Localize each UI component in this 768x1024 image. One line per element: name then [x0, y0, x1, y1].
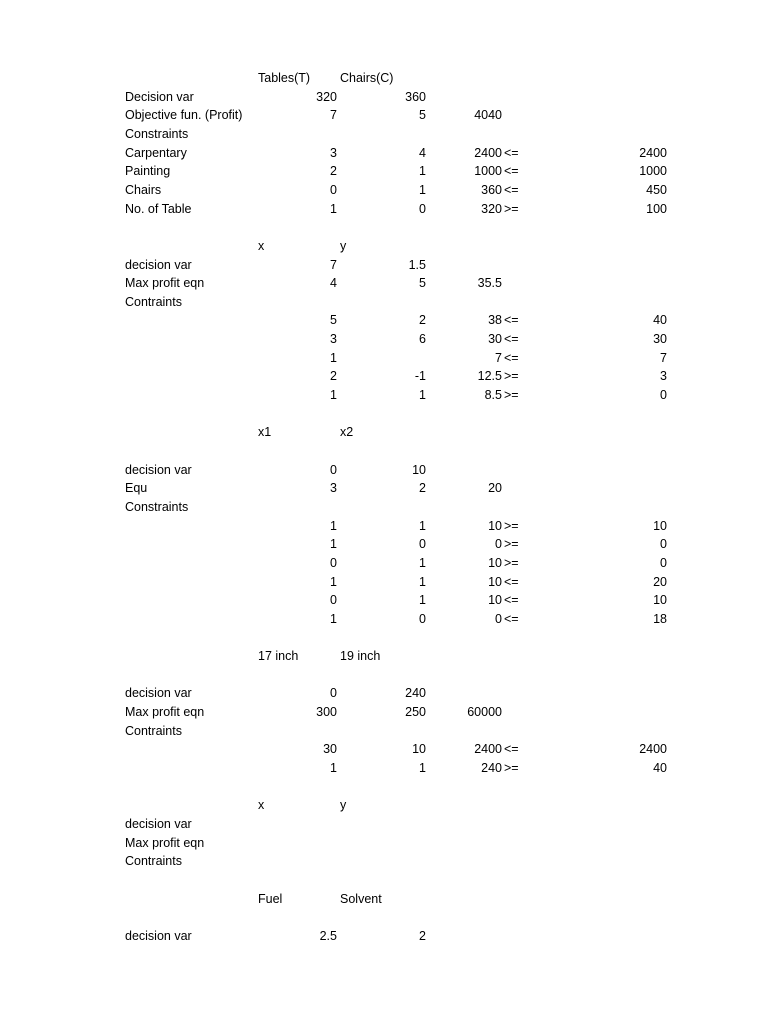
result-cell: 10	[488, 593, 502, 608]
result-cell: 20	[488, 481, 502, 496]
value-cell: 10	[412, 462, 426, 477]
value-cell: 4	[419, 145, 426, 160]
value-cell: 1	[419, 164, 426, 179]
value-cell: 360	[405, 89, 426, 104]
result-cell: 8.5	[484, 388, 502, 403]
operator-cell: >=	[504, 761, 519, 776]
value-cell: 1	[330, 350, 337, 365]
sheet-row	[0, 106, 768, 124]
value-cell: 1	[419, 518, 426, 533]
sheet-row	[0, 666, 768, 684]
result-cell: 38	[488, 313, 502, 328]
sheet-row	[0, 461, 768, 479]
rhs-cell: 1000	[639, 164, 667, 179]
sheet-row	[0, 778, 768, 796]
sheet-row	[0, 554, 768, 572]
rhs-cell: 18	[653, 611, 667, 626]
sheet-row	[0, 647, 768, 665]
result-cell: 12.5	[477, 369, 502, 384]
rhs-cell: 0	[660, 555, 667, 570]
value-cell: 0	[330, 182, 337, 197]
result-cell: 30	[488, 332, 502, 347]
row-label: Decision var	[125, 89, 194, 104]
rhs-cell: 450	[646, 182, 667, 197]
result-cell: 2400	[474, 742, 502, 757]
result-cell: 60000	[467, 705, 502, 720]
sheet-row	[0, 293, 768, 311]
sheet-row	[0, 237, 768, 255]
sheet-row	[0, 88, 768, 106]
rhs-cell: 2400	[639, 742, 667, 757]
sheet-row	[0, 573, 768, 591]
value-cell: 3	[330, 332, 337, 347]
row-label: Equ	[125, 481, 148, 496]
value-cell: 1	[330, 611, 337, 626]
rhs-cell: 40	[653, 761, 667, 776]
operator-cell: <=	[504, 742, 519, 757]
operator-cell: <=	[504, 332, 519, 347]
operator-cell: >=	[504, 201, 519, 216]
sheet-row	[0, 423, 768, 441]
column-header: 17 inch	[258, 649, 299, 664]
value-cell: 1	[330, 201, 337, 216]
result-cell: 0	[495, 611, 502, 626]
operator-cell: <=	[504, 593, 519, 608]
value-cell: 7	[330, 257, 337, 272]
value-cell: 2	[419, 928, 426, 943]
sheet-row	[0, 218, 768, 236]
row-label: Contraints	[125, 854, 182, 869]
sheet-row	[0, 274, 768, 292]
sheet-row	[0, 200, 768, 218]
row-label: Max profit eqn	[125, 276, 205, 291]
value-cell: 2	[419, 313, 426, 328]
sheet-row	[0, 256, 768, 274]
sheet-row	[0, 442, 768, 460]
column-header: x	[258, 798, 265, 813]
sheet-row	[0, 330, 768, 348]
sheet-row	[0, 927, 768, 945]
sheet-row	[0, 311, 768, 329]
sheet-row	[0, 517, 768, 535]
sheet-row	[0, 405, 768, 423]
column-header: x	[258, 238, 265, 253]
result-cell: 10	[488, 518, 502, 533]
value-cell: 0	[330, 555, 337, 570]
operator-cell: <=	[504, 182, 519, 197]
value-cell: 300	[316, 705, 337, 720]
value-cell: 1	[419, 388, 426, 403]
result-cell: 0	[495, 537, 502, 552]
sheet-row	[0, 610, 768, 628]
column-header: x2	[340, 425, 354, 440]
row-label: Contraints	[125, 294, 182, 309]
column-header: 19 inch	[340, 649, 381, 664]
operator-cell: >=	[504, 555, 519, 570]
sheet-row	[0, 852, 768, 870]
row-label: Chairs	[125, 182, 162, 197]
operator-cell: <=	[504, 574, 519, 589]
operator-cell: >=	[504, 369, 519, 384]
sheet-row	[0, 740, 768, 758]
row-label: Constraints	[125, 499, 189, 514]
rhs-cell: 3	[660, 369, 667, 384]
value-cell: 10	[412, 742, 426, 757]
row-label: Painting	[125, 164, 171, 179]
value-cell: 320	[316, 89, 337, 104]
sheet-row	[0, 815, 768, 833]
value-cell: 1.5	[408, 257, 426, 272]
row-label: Max profit eqn	[125, 705, 205, 720]
operator-cell: >=	[504, 518, 519, 533]
row-label: Objective fun. (Profit)	[125, 108, 243, 123]
rhs-cell: 20	[653, 574, 667, 589]
sheet-row	[0, 367, 768, 385]
row-label: Max profit eqn	[125, 835, 205, 850]
result-cell: 240	[481, 761, 502, 776]
value-cell: 1	[419, 593, 426, 608]
value-cell: 7	[330, 108, 337, 123]
sheet-row	[0, 498, 768, 516]
value-cell: 0	[419, 537, 426, 552]
column-header: y	[340, 238, 347, 253]
rhs-cell: 10	[653, 518, 667, 533]
value-cell: 2	[330, 369, 337, 384]
result-cell: 7	[495, 350, 502, 365]
sheet-row	[0, 908, 768, 926]
sheet-row	[0, 759, 768, 777]
sheet-row	[0, 834, 768, 852]
sheet-row	[0, 629, 768, 647]
rhs-cell: 0	[660, 388, 667, 403]
operator-cell: <=	[504, 313, 519, 328]
value-cell: 240	[405, 686, 426, 701]
sheet-row	[0, 684, 768, 702]
rhs-cell: 7	[660, 350, 667, 365]
sheet-row	[0, 162, 768, 180]
value-cell: 1	[330, 537, 337, 552]
row-label: decision var	[125, 928, 192, 943]
operator-cell: <=	[504, 611, 519, 626]
rhs-cell: 40	[653, 313, 667, 328]
value-cell: 3	[330, 481, 337, 496]
sheet-row	[0, 722, 768, 740]
value-cell: 1	[419, 574, 426, 589]
value-cell: 2.5	[319, 928, 337, 943]
column-header: Fuel	[258, 891, 283, 906]
sheet-row	[0, 349, 768, 367]
result-cell: 4040	[474, 108, 502, 123]
result-cell: 10	[488, 574, 502, 589]
result-cell: 360	[481, 182, 502, 197]
rhs-cell: 2400	[639, 145, 667, 160]
value-cell: 0	[330, 593, 337, 608]
value-cell: 5	[419, 108, 426, 123]
sheet-row	[0, 591, 768, 609]
row-label: decision var	[125, 257, 192, 272]
column-header: Tables(T)	[258, 71, 311, 85]
column-header: x1	[258, 425, 272, 440]
operator-cell: <=	[504, 164, 519, 179]
value-cell: 30	[323, 742, 337, 757]
value-cell: 5	[330, 313, 337, 328]
sheet-row	[0, 69, 768, 87]
value-cell: 1	[330, 388, 337, 403]
value-cell: 6	[419, 332, 426, 347]
value-cell: 2	[419, 481, 426, 496]
operator-cell: <=	[504, 145, 519, 160]
value-cell: 250	[405, 705, 426, 720]
value-cell: -1	[414, 369, 426, 384]
sheet-row	[0, 386, 768, 404]
value-cell: 1	[330, 761, 337, 776]
value-cell: 0	[330, 462, 337, 477]
value-cell: 1	[419, 555, 426, 570]
result-cell: 10	[488, 555, 502, 570]
row-label: decision var	[125, 462, 192, 477]
column-header: y	[340, 798, 347, 813]
result-cell: 2400	[474, 145, 502, 160]
operator-cell: >=	[504, 388, 519, 403]
row-label: No. of Table	[125, 201, 192, 216]
operator-cell: >=	[504, 537, 519, 552]
rhs-cell: 100	[646, 201, 667, 216]
rhs-cell: 30	[653, 332, 667, 347]
sheet-row	[0, 535, 768, 553]
result-cell: 35.5	[477, 276, 502, 291]
value-cell: 1	[330, 518, 337, 533]
row-label: Constraints	[125, 126, 189, 141]
result-cell: 1000	[474, 164, 502, 179]
sheet-row	[0, 871, 768, 889]
row-label: Contraints	[125, 723, 182, 738]
row-label: Carpentary	[125, 145, 187, 160]
column-header: Chairs(C)	[340, 71, 394, 85]
result-cell: 320	[481, 201, 502, 216]
row-label: decision var	[125, 686, 192, 701]
sheet-row	[0, 796, 768, 814]
rhs-cell: 10	[653, 593, 667, 608]
sheet-row	[0, 890, 768, 908]
value-cell: 0	[419, 611, 426, 626]
value-cell: 1	[419, 182, 426, 197]
sheet-row	[0, 703, 768, 721]
value-cell: 2	[330, 164, 337, 179]
sheet-row	[0, 144, 768, 162]
value-cell: 0	[419, 201, 426, 216]
value-cell: 1	[419, 761, 426, 776]
sheet-row	[0, 181, 768, 199]
column-header: Solvent	[340, 891, 382, 906]
rhs-cell: 0	[660, 537, 667, 552]
value-cell: 1	[330, 574, 337, 589]
sheet-row	[0, 125, 768, 143]
value-cell: 4	[330, 276, 337, 291]
value-cell: 5	[419, 276, 426, 291]
value-cell: 3	[330, 145, 337, 160]
sheet-row	[0, 479, 768, 497]
row-label: decision var	[125, 817, 192, 831]
value-cell: 0	[330, 686, 337, 701]
operator-cell: <=	[504, 350, 519, 365]
